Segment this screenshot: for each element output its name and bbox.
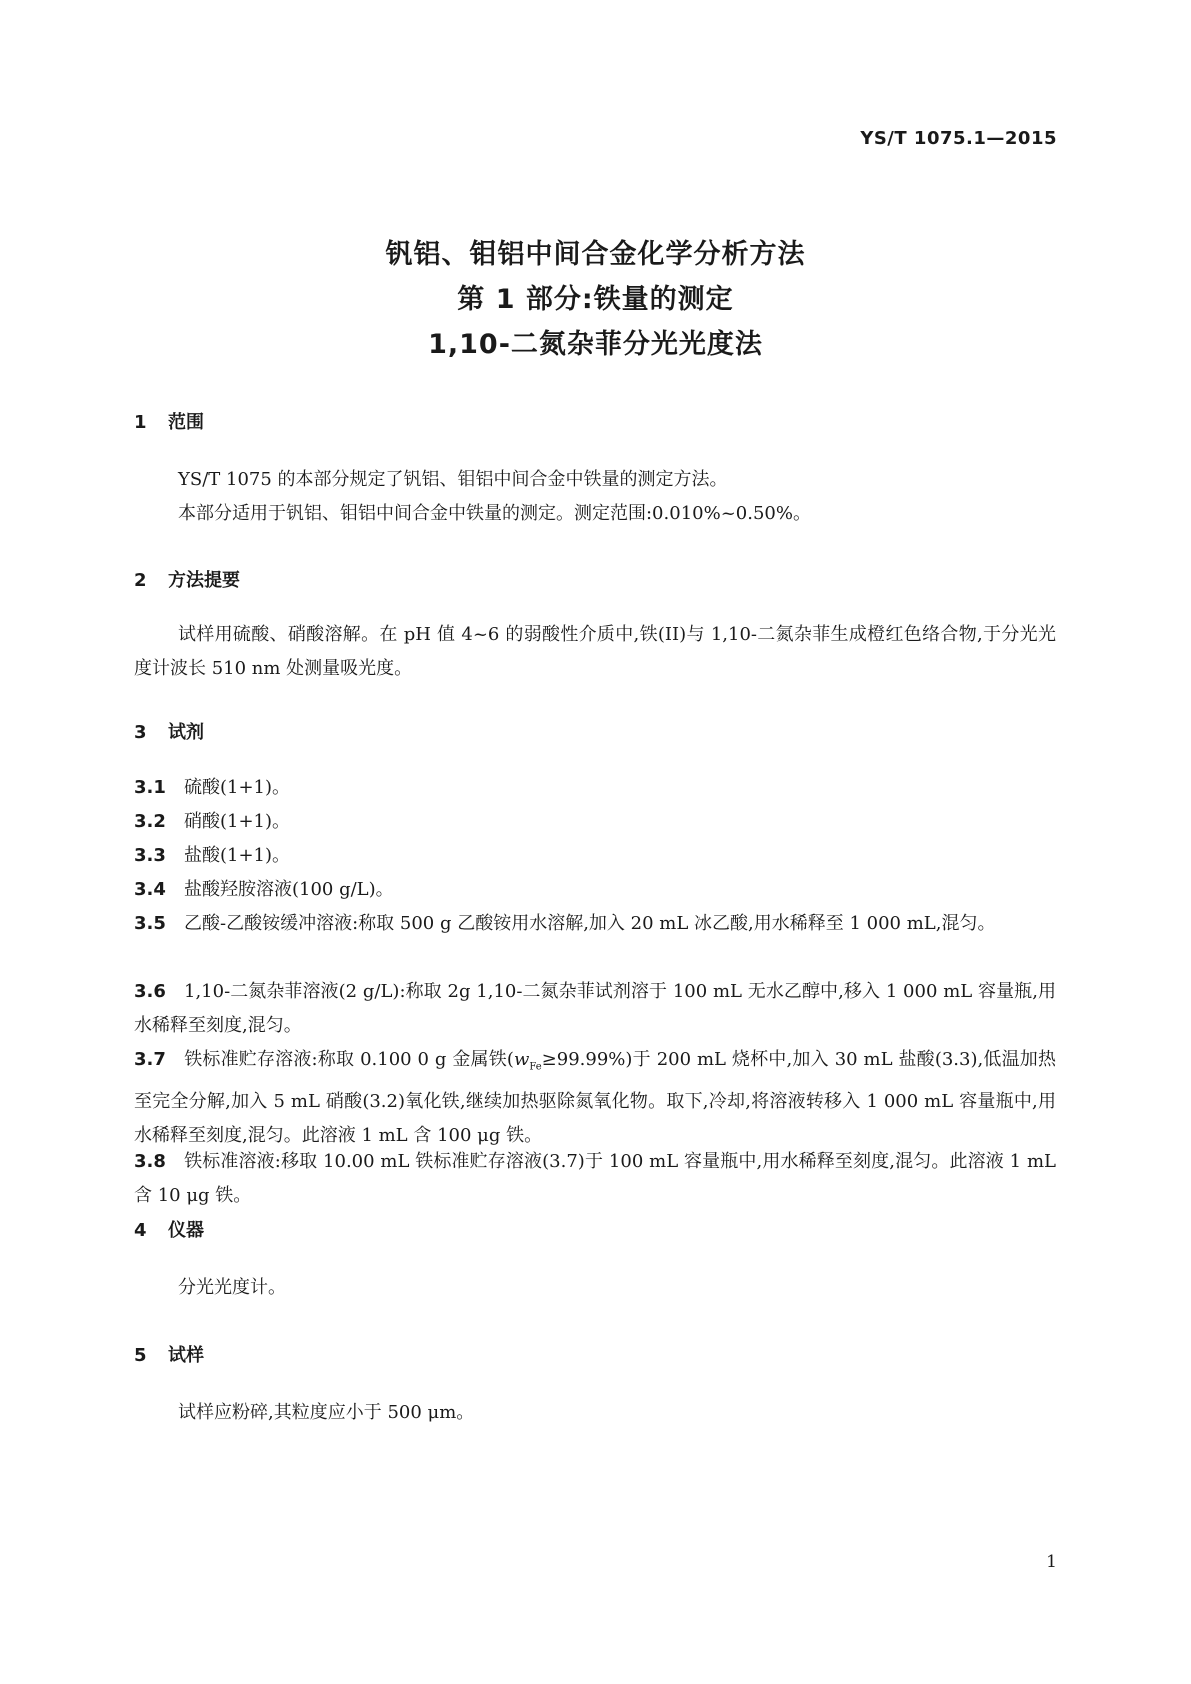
section-heading-reagents xyxy=(134,718,204,744)
reagent-clause xyxy=(134,1145,1056,1213)
clause-number: 3.8 xyxy=(134,1151,166,1172)
section-heading-principle xyxy=(134,566,240,592)
clause-text: 硫酸(1+1)。 xyxy=(184,777,291,798)
section-heading-scope xyxy=(134,408,204,434)
clause-text-b: ≥99.99%)于 200 mL 烧杯中,加入 30 mL 盐酸(3.3),低温加热至完全分解,加入 5 mL 硝酸(3.2)氧化铁,继续加热驱除氮氧化物。取下,冷却,将溶液转移入 1 000 mL 容量瓶中,用水稀释至刻度,混匀。此溶液 1 mL 含 100 μg 铁。 xyxy=(134,1049,1056,1146)
clause-number: 3.1 xyxy=(134,777,166,798)
title-line-3: 1,10-二氮杂菲分光光度法 xyxy=(428,329,763,360)
mass-fraction-subscript: Fe xyxy=(529,1061,542,1073)
clause-number: 3.2 xyxy=(134,811,166,832)
section-title: 试剂 xyxy=(168,722,204,743)
clause-text: 铁标准溶液:移取 10.00 mL 铁标准贮存溶液(3.7)于 100 mL 容量瓶中,用水稀释至刻度,混匀。此溶液 1 mL 含 10 μg 铁。 xyxy=(134,1151,1056,1206)
clause-text: 1,10-二氮杂菲溶液(2 g/L):称取 2g 1,10-二氮杂菲试剂溶于 100 mL 无水乙醇中,移入 1 000 mL 容量瓶,用水稀释至刻度,混匀。 xyxy=(134,981,1056,1036)
section-title: 试样 xyxy=(168,1345,204,1366)
clause-text: 盐酸羟胺溶液(100 g/L)。 xyxy=(184,879,394,900)
reagent-clause xyxy=(134,907,1056,941)
section-number: 5 xyxy=(134,1345,147,1366)
page-number: 1 xyxy=(1046,1552,1057,1572)
document-title xyxy=(0,232,1191,367)
section-number: 4 xyxy=(134,1220,147,1241)
section-title: 方法提要 xyxy=(168,570,240,591)
section-number: 3 xyxy=(134,722,147,743)
sample-paragraph: 试样应粉碎,其粒度应小于 500 μm。 xyxy=(178,1402,475,1423)
reagent-clause xyxy=(134,1043,1056,1153)
standard-number: YS/T 1075.1—2015 xyxy=(860,128,1057,149)
reagent-clause xyxy=(134,805,1056,839)
clause-number: 3.5 xyxy=(134,913,166,934)
clause-number: 3.3 xyxy=(134,845,166,866)
apparatus-paragraph: 分光光度计。 xyxy=(178,1277,286,1298)
scope-paragraph-2: 本部分适用于钒铝、钼铝中间合金中铁量的测定。测定范围:0.010%~0.50%。 xyxy=(178,503,811,524)
section-number: 2 xyxy=(134,570,147,591)
reagent-clause xyxy=(134,839,1056,873)
reagent-clause xyxy=(134,771,1056,805)
clause-number: 3.7 xyxy=(134,1049,166,1070)
clause-text: 硝酸(1+1)。 xyxy=(184,811,291,832)
reagent-clause xyxy=(134,975,1056,1043)
clause-text: 乙酸-乙酸铵缓冲溶液:称取 500 g 乙酸铵用水溶解,加入 20 mL 冰乙酸,用水稀释至 1 000 mL,混匀。 xyxy=(184,913,996,934)
title-line-1: 钒铝、钼铝中间合金化学分析方法 xyxy=(385,239,806,270)
principle-paragraph: 试样用硫酸、硝酸溶解。在 pH 值 4~6 的弱酸性介质中,铁(II)与 1,10-二氮杂菲生成橙红色络合物,于分光光度计波长 510 nm 处测量吸光度。 xyxy=(134,624,1056,679)
section-heading-apparatus xyxy=(134,1216,204,1242)
title-line-2: 第 1 部分:铁量的测定 xyxy=(457,284,734,315)
section-number: 1 xyxy=(134,412,147,433)
section-title: 仪器 xyxy=(168,1220,204,1241)
clause-number: 3.6 xyxy=(134,981,166,1002)
clause-text: 盐酸(1+1)。 xyxy=(184,845,291,866)
section-title: 范围 xyxy=(168,412,204,433)
mass-fraction-symbol: w xyxy=(513,1049,530,1070)
clause-text-a: 铁标准贮存溶液:称取 0.100 0 g 金属铁( xyxy=(184,1049,514,1070)
reagent-clause xyxy=(134,873,1056,907)
clause-number: 3.4 xyxy=(134,879,166,900)
scope-paragraph-1: YS/T 1075 的本部分规定了钒铝、钼铝中间合金中铁量的测定方法。 xyxy=(178,469,728,490)
section-heading-sample xyxy=(134,1341,204,1367)
